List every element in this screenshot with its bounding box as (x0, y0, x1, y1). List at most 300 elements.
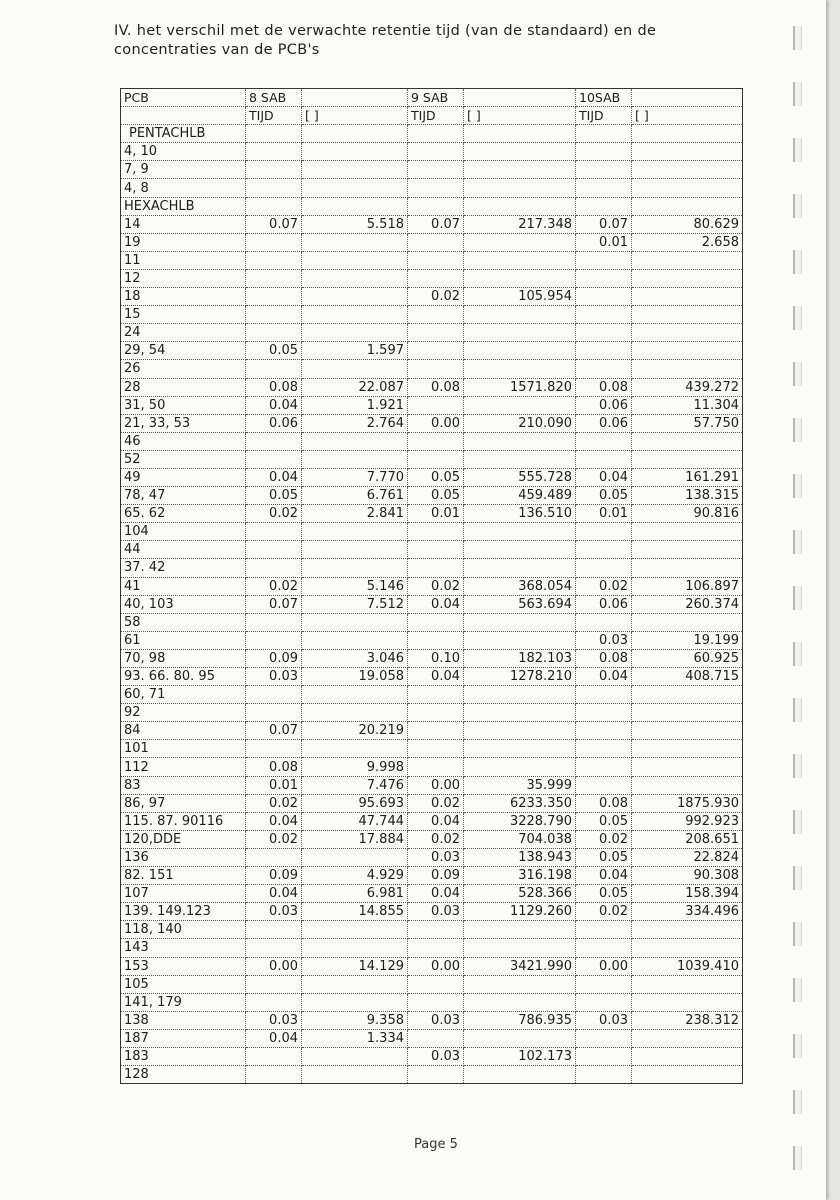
time-cell: 0.05 (576, 812, 632, 830)
concentration-cell (632, 432, 743, 450)
time-cell (576, 197, 632, 215)
concentration-cell: 334.496 (632, 903, 743, 921)
table-row (121, 939, 743, 957)
time-cell (246, 975, 302, 993)
time-cell: 0.02 (408, 288, 464, 306)
time-cell: 0.06 (576, 595, 632, 613)
table-row (121, 396, 743, 414)
concentration-cell: 217.348 (464, 215, 576, 233)
concentration-cell (302, 1047, 408, 1065)
pcb-label-cell: 40, 103 (121, 595, 246, 613)
time-cell (576, 921, 632, 939)
time-cell (408, 360, 464, 378)
pcb-label-cell: 4, 10 (121, 143, 246, 161)
time-cell: 0.03 (408, 1011, 464, 1029)
header-cell (302, 89, 408, 107)
time-cell: 0.01 (576, 505, 632, 523)
pcb-label-cell: 83 (121, 776, 246, 794)
time-cell: 0.03 (408, 1047, 464, 1065)
time-cell: 0.09 (246, 649, 302, 667)
time-cell (576, 1029, 632, 1047)
time-cell (246, 848, 302, 866)
binder-hole (793, 474, 802, 498)
concentration-cell: 7.770 (302, 468, 408, 486)
time-cell: 0.02 (576, 830, 632, 848)
time-cell (576, 1066, 632, 1084)
concentration-cell: 22.087 (302, 378, 408, 396)
time-cell: 0.02 (576, 577, 632, 595)
concentration-cell: 136.510 (464, 505, 576, 523)
time-cell: 0.02 (246, 830, 302, 848)
time-cell (408, 631, 464, 649)
binder-hole (793, 754, 802, 778)
table-row (121, 704, 743, 722)
time-cell (246, 269, 302, 287)
time-cell (576, 450, 632, 468)
concentration-cell (632, 143, 743, 161)
time-cell (576, 704, 632, 722)
time-cell: 0.04 (246, 1029, 302, 1047)
time-cell (408, 342, 464, 360)
time-cell: 0.03 (408, 848, 464, 866)
table-row (121, 903, 743, 921)
time-cell: 0.03 (408, 903, 464, 921)
table-row (121, 595, 743, 613)
concentration-cell (464, 342, 576, 360)
pcb-label-cell: 136 (121, 848, 246, 866)
time-cell (246, 939, 302, 957)
binder-hole (793, 194, 802, 218)
time-cell (408, 541, 464, 559)
concentration-cell: 7.476 (302, 776, 408, 794)
table-row (121, 233, 743, 251)
pcb-label-cell: 18 (121, 288, 246, 306)
concentration-cell: 90.308 (632, 867, 743, 885)
concentration-cell: 1571.820 (464, 378, 576, 396)
concentration-cell (302, 269, 408, 287)
concentration-cell: 2.764 (302, 414, 408, 432)
binder-hole (793, 82, 802, 106)
concentration-cell (632, 179, 743, 197)
header-cell: [ ] (632, 107, 743, 125)
table-row (121, 215, 743, 233)
concentration-cell (302, 251, 408, 269)
header-cell: [ ] (302, 107, 408, 125)
pcb-label-cell: 187 (121, 1029, 246, 1047)
concentration-cell (632, 975, 743, 993)
table-row (121, 722, 743, 740)
time-cell (576, 269, 632, 287)
concentration-cell: 5.518 (302, 215, 408, 233)
table-row (121, 812, 743, 830)
pcb-label-cell: 78, 47 (121, 487, 246, 505)
time-cell (408, 1066, 464, 1084)
concentration-cell: 1039.410 (632, 957, 743, 975)
concentration-cell (632, 324, 743, 342)
time-cell (246, 324, 302, 342)
concentration-cell (302, 432, 408, 450)
time-cell (576, 360, 632, 378)
concentration-cell (632, 722, 743, 740)
time-cell: 0.02 (576, 903, 632, 921)
time-cell (408, 704, 464, 722)
time-cell: 0.04 (246, 812, 302, 830)
concentration-cell (302, 179, 408, 197)
concentration-cell (632, 161, 743, 179)
time-cell: 0.08 (576, 794, 632, 812)
pcb-label-cell: 15 (121, 306, 246, 324)
pcb-label-cell: 115. 87. 90116 (121, 812, 246, 830)
time-cell (408, 559, 464, 577)
pcb-label-cell: PENTACHLB (121, 125, 246, 143)
concentration-cell (464, 324, 576, 342)
time-cell (246, 360, 302, 378)
concentration-cell (302, 740, 408, 758)
table-row (121, 686, 743, 704)
concentration-cell (302, 360, 408, 378)
concentration-cell: 2.841 (302, 505, 408, 523)
table-row (121, 776, 743, 794)
time-cell: 0.03 (246, 903, 302, 921)
time-cell (408, 306, 464, 324)
time-cell (408, 1029, 464, 1047)
concentration-cell (632, 125, 743, 143)
time-cell (576, 541, 632, 559)
table-row (121, 523, 743, 541)
pcb-label-cell: 138 (121, 1011, 246, 1029)
concentration-cell: 17.884 (302, 830, 408, 848)
time-cell: 0.04 (246, 396, 302, 414)
concentration-cell (464, 541, 576, 559)
time-cell (246, 993, 302, 1011)
concentration-cell: 106.897 (632, 577, 743, 595)
time-cell: 0.07 (246, 722, 302, 740)
time-cell (246, 125, 302, 143)
concentration-cell (632, 197, 743, 215)
time-cell: 0.08 (246, 378, 302, 396)
time-cell (408, 722, 464, 740)
time-cell (246, 559, 302, 577)
concentration-cell: 1129.260 (464, 903, 576, 921)
concentration-cell (464, 143, 576, 161)
concentration-cell (464, 432, 576, 450)
concentration-cell (302, 197, 408, 215)
time-cell (576, 432, 632, 450)
time-cell (576, 143, 632, 161)
concentration-cell: 47.744 (302, 812, 408, 830)
time-cell: 0.05 (408, 487, 464, 505)
pcb-label-cell: 19 (121, 233, 246, 251)
concentration-cell: 102.173 (464, 1047, 576, 1065)
concentration-cell (464, 740, 576, 758)
header-cell: TIJD (246, 107, 302, 125)
concentration-cell (302, 541, 408, 559)
header-cell: [ ] (464, 107, 576, 125)
binder-hole (793, 362, 802, 386)
header-cell (464, 89, 576, 107)
time-cell: 0.03 (576, 1011, 632, 1029)
time-cell: 0.07 (576, 215, 632, 233)
pcb-label-cell: 153 (121, 957, 246, 975)
concentration-cell (302, 233, 408, 251)
time-cell (576, 758, 632, 776)
time-cell: 0.07 (246, 595, 302, 613)
table-row (121, 975, 743, 993)
concentration-cell (302, 161, 408, 179)
table-row (121, 613, 743, 631)
pcb-label-cell: 41 (121, 577, 246, 595)
time-cell (246, 306, 302, 324)
table-row (121, 631, 743, 649)
concentration-cell (632, 288, 743, 306)
time-cell (246, 1066, 302, 1084)
time-cell: 0.04 (408, 812, 464, 830)
time-cell: 0.05 (246, 487, 302, 505)
time-cell (576, 1047, 632, 1065)
concentration-cell: 9.358 (302, 1011, 408, 1029)
time-cell: 0.07 (408, 215, 464, 233)
concentration-cell: 408.715 (632, 668, 743, 686)
time-cell: 0.06 (576, 396, 632, 414)
pcb-label-cell: 24 (121, 324, 246, 342)
concentration-cell: 704.038 (464, 830, 576, 848)
concentration-cell: 6233.350 (464, 794, 576, 812)
time-cell (246, 450, 302, 468)
time-cell (408, 758, 464, 776)
concentration-cell: 3228.790 (464, 812, 576, 830)
concentration-cell (632, 360, 743, 378)
binder-hole (793, 138, 802, 162)
time-cell (246, 740, 302, 758)
concentration-cell (464, 993, 576, 1011)
pcb-label-cell: 61 (121, 631, 246, 649)
concentration-cell: 992.923 (632, 812, 743, 830)
time-cell (576, 613, 632, 631)
concentration-cell: 182.103 (464, 649, 576, 667)
time-cell (576, 559, 632, 577)
time-cell (408, 179, 464, 197)
time-cell (246, 631, 302, 649)
header-cell: 10SAB (576, 89, 632, 107)
concentration-cell (632, 921, 743, 939)
concentration-cell: 6.761 (302, 487, 408, 505)
table-row (121, 921, 743, 939)
concentration-cell (302, 921, 408, 939)
header-cell: PCB (121, 89, 246, 107)
concentration-cell (302, 613, 408, 631)
table-row (121, 251, 743, 269)
concentration-cell (464, 360, 576, 378)
concentration-cell (464, 523, 576, 541)
table-row (121, 649, 743, 667)
section-heading (114, 22, 656, 60)
pcb-label-cell: 44 (121, 541, 246, 559)
table-row (121, 342, 743, 360)
pcb-label-cell: 105 (121, 975, 246, 993)
binder-hole (793, 810, 802, 834)
concentration-cell (632, 306, 743, 324)
time-cell (408, 993, 464, 1011)
concentration-cell (632, 450, 743, 468)
time-cell: 0.05 (576, 885, 632, 903)
time-cell (576, 776, 632, 794)
concentration-cell: 260.374 (632, 595, 743, 613)
concentration-cell: 90.816 (632, 505, 743, 523)
concentration-cell: 3421.990 (464, 957, 576, 975)
table-row (121, 1029, 743, 1047)
time-cell (408, 740, 464, 758)
header-cell: TIJD (576, 107, 632, 125)
time-cell: 0.02 (246, 794, 302, 812)
time-cell: 0.02 (408, 794, 464, 812)
time-cell (576, 722, 632, 740)
time-cell: 0.10 (408, 649, 464, 667)
time-cell (246, 704, 302, 722)
pcb-label-cell: 65. 62 (121, 505, 246, 523)
time-cell: 0.04 (408, 595, 464, 613)
concentration-cell (632, 342, 743, 360)
concentration-cell (464, 722, 576, 740)
table-row (121, 885, 743, 903)
time-cell (408, 197, 464, 215)
pcb-label-cell: 101 (121, 740, 246, 758)
header-cell: TIJD (408, 107, 464, 125)
binder-hole (793, 250, 802, 274)
binder-hole (793, 530, 802, 554)
time-cell (408, 686, 464, 704)
time-cell (246, 161, 302, 179)
time-cell (408, 125, 464, 143)
binder-hole (793, 978, 802, 1002)
pcb-label-cell: 31, 50 (121, 396, 246, 414)
time-cell: 0.04 (576, 668, 632, 686)
time-cell (246, 686, 302, 704)
pcb-label-cell: 46 (121, 432, 246, 450)
table-row (121, 867, 743, 885)
concentration-cell (632, 939, 743, 957)
concentration-cell (632, 1047, 743, 1065)
concentration-cell: 60.925 (632, 649, 743, 667)
concentration-cell: 1.921 (302, 396, 408, 414)
concentration-cell (464, 1066, 576, 1084)
pcb-label-cell: 29, 54 (121, 342, 246, 360)
table-row (121, 993, 743, 1011)
concentration-cell: 4.929 (302, 867, 408, 885)
table-row (121, 269, 743, 287)
binder-hole (793, 418, 802, 442)
concentration-cell: 9.998 (302, 758, 408, 776)
concentration-cell (464, 251, 576, 269)
concentration-cell (302, 143, 408, 161)
pcb-label-cell: 4, 8 (121, 179, 246, 197)
pcb-label-cell: 141, 179 (121, 993, 246, 1011)
pcb-label-cell: 11 (121, 251, 246, 269)
table-row (121, 197, 743, 215)
time-cell: 0.01 (576, 233, 632, 251)
concentration-cell (302, 993, 408, 1011)
concentration-cell: 238.312 (632, 1011, 743, 1029)
concentration-cell: 14.129 (302, 957, 408, 975)
pcb-label-cell: 183 (121, 1047, 246, 1065)
concentration-cell (302, 631, 408, 649)
pcb-label-cell: 82. 151 (121, 867, 246, 885)
pcb-label-cell: 60, 71 (121, 686, 246, 704)
time-cell: 0.00 (246, 957, 302, 975)
time-cell (246, 197, 302, 215)
concentration-cell (464, 125, 576, 143)
pcb-label-cell: 84 (121, 722, 246, 740)
time-cell (408, 251, 464, 269)
concentration-cell: 439.272 (632, 378, 743, 396)
pcb-label-cell: 58 (121, 613, 246, 631)
concentration-cell: 57.750 (632, 414, 743, 432)
time-cell (246, 251, 302, 269)
concentration-cell: 563.694 (464, 595, 576, 613)
time-cell: 0.00 (408, 776, 464, 794)
concentration-cell (632, 704, 743, 722)
pcb-label-cell: 92 (121, 704, 246, 722)
time-cell (576, 251, 632, 269)
time-cell (246, 288, 302, 306)
table-row (121, 794, 743, 812)
table-row (121, 378, 743, 396)
concentration-cell (302, 975, 408, 993)
concentration-cell (632, 776, 743, 794)
time-cell (408, 613, 464, 631)
binder-hole (793, 26, 802, 50)
time-cell: 0.05 (408, 468, 464, 486)
time-cell (246, 179, 302, 197)
concentration-cell: 528.366 (464, 885, 576, 903)
pcb-label-cell: HEXACHLB (121, 197, 246, 215)
concentration-cell (464, 559, 576, 577)
pcb-label-cell: 86, 97 (121, 794, 246, 812)
concentration-cell (464, 921, 576, 939)
table-row (121, 143, 743, 161)
table-row (121, 541, 743, 559)
time-cell (408, 233, 464, 251)
pcb-label-cell: 104 (121, 523, 246, 541)
time-cell (408, 450, 464, 468)
table-row (121, 306, 743, 324)
table-row (121, 668, 743, 686)
pcb-label-cell: 14 (121, 215, 246, 233)
binder-hole (793, 922, 802, 946)
concentration-cell: 80.629 (632, 215, 743, 233)
time-cell: 0.03 (246, 668, 302, 686)
time-cell: 0.00 (408, 957, 464, 975)
time-cell: 0.08 (576, 649, 632, 667)
header-cell (121, 107, 246, 125)
concentration-cell (302, 704, 408, 722)
time-cell: 0.04 (408, 885, 464, 903)
time-cell (246, 523, 302, 541)
pcb-label-cell: 21, 33, 53 (121, 414, 246, 432)
concentration-cell: 1.597 (302, 342, 408, 360)
time-cell (576, 993, 632, 1011)
concentration-cell: 555.728 (464, 468, 576, 486)
time-cell (246, 921, 302, 939)
header-row-samples (121, 89, 743, 107)
time-cell: 0.04 (246, 468, 302, 486)
time-cell: 0.00 (576, 957, 632, 975)
time-cell (408, 523, 464, 541)
concentration-cell (632, 251, 743, 269)
binder-hole (793, 642, 802, 666)
heading-line-1: IV. het verschil met de verwachte retentie tijd (van de standaard) en de (114, 23, 657, 39)
concentration-cell (464, 179, 576, 197)
heading-line-2: concentraties van de PCB's (114, 42, 320, 58)
